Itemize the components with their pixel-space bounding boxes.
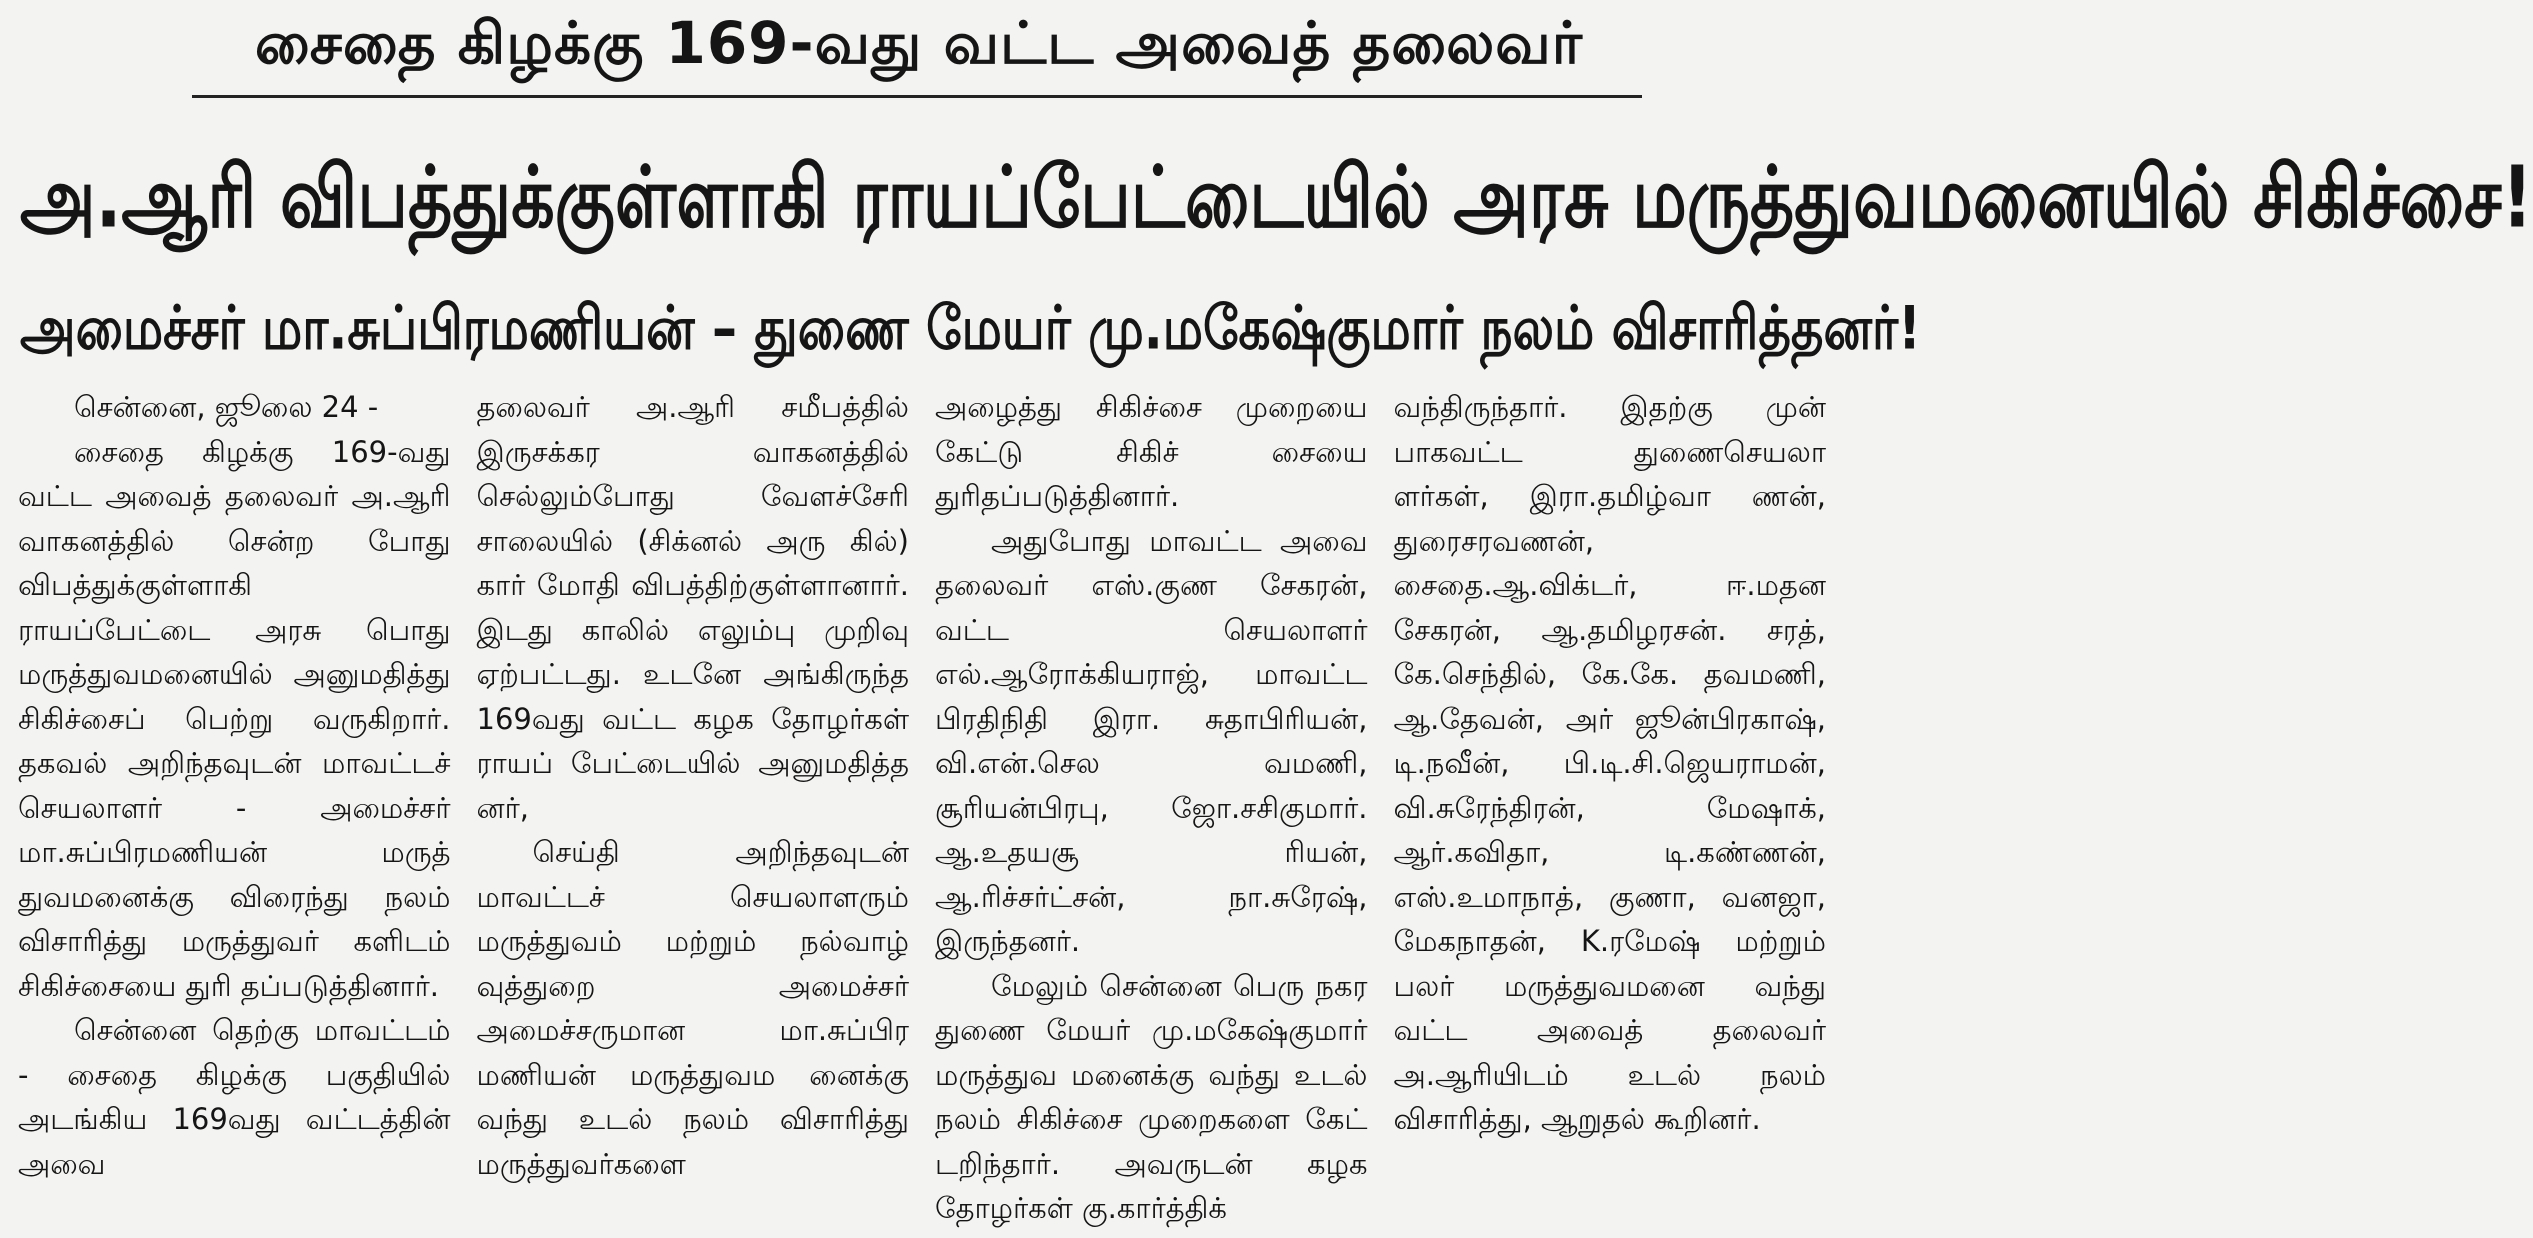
paragraph: சைதை கிழக்கு 169-வது வட்ட அவைத் தலைவர் அ.ஆரி வாகனத்தில் சென்ற போது விபத்துக்குள்ளாகி ராயப்பேட்டை அரசு பொது மருத்துவமனையில் அனுமதித்து சிகிச்சைப் பெற்று வருகிறார். தகவல் அறிந்தவுடன் மாவட்டச் செயலாளர் - அமைச்சர் மா.சுப்பிரமணியன் மருத் துவமனைக்கு விரைந்து நலம் விசாரித்து மருத்துவர் களிடம் சிகிச்சையை துரி தப்படுத்தினார்.: [18, 434, 451, 1003]
sub-headline: அமைச்சர் மா.சுப்பிரமணியன் – துணை மேயர் மு.மகேஷ்குமார் நலம் விசாரித்தனர்!: [20, 293, 1921, 363]
main-headline: அ.ஆரி விபத்துக்குள்ளாகி ராயப்பேட்டையில் அரசு மருத்துவமனையில் சிகிச்சை!: [20, 148, 2533, 248]
column-3: [935, 385, 1368, 1235]
column-4: [1394, 385, 1827, 1235]
paragraph: தலைவர் அ.ஆரி சமீபத்தில் இருசக்கர வாகனத்தில் செல்லும்போது வேளச்சேரி சாலையில் (சிக்னல் அரு கில்) கார் மோதி விபத்திற்குள்ளானார். இடது காலில் எலும்பு முறிவு ஏற்பட்டது. உடனே அங்கிருந்த 169வது வட்ட கழக தோழர்கள் ராயப் பேட்டையில் அனுமதித்த னர்,: [476, 390, 909, 825]
paragraph: அதுபோது மாவட்ட அவை தலைவர் எஸ்.குண சேகரன், வட்ட செயலாளர் எல்.ஆரோக்கியராஜ், மாவட்ட பிரதிநிதி இரா. சுதாபிரியன், வி.என்.செல வமணி, சூரியன்பிரபு, ஜோ.சசிகுமார். ஆ.உதயசூ ரியன், ஆ.ரிச்சர்ட்சன், நா.சுரேஷ், இருந்தனர்.: [935, 523, 1368, 958]
paragraph: வந்திருந்தார். இதற்கு முன் பாகவட்ட துணைசெயலா ளர்கள், இரா.தமிழ்வா ணன், துரைசரவணன், சைதை.ஆ.விக்டர், ஈ.மதன சேகரன், ஆ.தமிழரசன். சரத், கே.செந்தில், கே.கே. தவமணி, ஆ.தேவன், அர் ஜூன்பிரகாஷ், டி.நவீன், பி.டி.சி.ஜெயராமன், வி.சுரேந்திரன், மேஷாக், ஆர்.கவிதா, டி.கண்ணன், எஸ்.உமாநாத், குணா, வனஜா, மேகநாதன், K.ரமேஷ் மற்றும் பலர் மருத்துவமனை வந்து வட்ட அவைத் தலைவர் அ.ஆரியிடம் உடல் நலம் விசாரித்து, ஆறுதல் கூறினர்.: [1393, 390, 1826, 1136]
paragraph: அழைத்து சிகிச்சை முறையை கேட்டு சிகிச் சையை துரிதப்படுத்தினார்.: [935, 390, 1368, 513]
divider-rule: [192, 95, 1642, 98]
paragraph: மேலும் சென்னை பெரு நகர துணை மேயர் மு.மகேஷ்குமார் மருத்துவ மனைக்கு வந்து உடல் நலம் சிகிச்சை முறைகளை கேட் டறிந்தார். அவருடன் கழக தோழர்கள் கு.கார்த்திக்: [935, 968, 1368, 1225]
paragraph: செய்தி அறிந்தவுடன் மாவட்டச் செயலாளரும் மருத்துவம் மற்றும் நல்வாழ் வுத்துறை அமைச்சர் அமைச்சருமான மா.சுப்பிர மணியன் மருத்துவம னைக்கு வந்து உடல் நலம் விசாரித்து மருத்துவர்களை: [476, 835, 909, 1181]
dateline: சென்னை, ஜூலை 24 -: [74, 390, 379, 424]
column-1: [18, 385, 451, 1235]
kicker-headline: சைதை கிழக்கு 169-வது வட்ட அவைத் தலைவர்: [254, 9, 1584, 77]
paragraph: சென்னை தெற்கு மாவட்டம் - சைதை கிழக்கு பகுதியில் அடங்கிய 169வது வட்டத்தின் அவை: [18, 1013, 451, 1181]
column-2: [477, 385, 910, 1235]
article-columns: [18, 385, 1826, 1235]
